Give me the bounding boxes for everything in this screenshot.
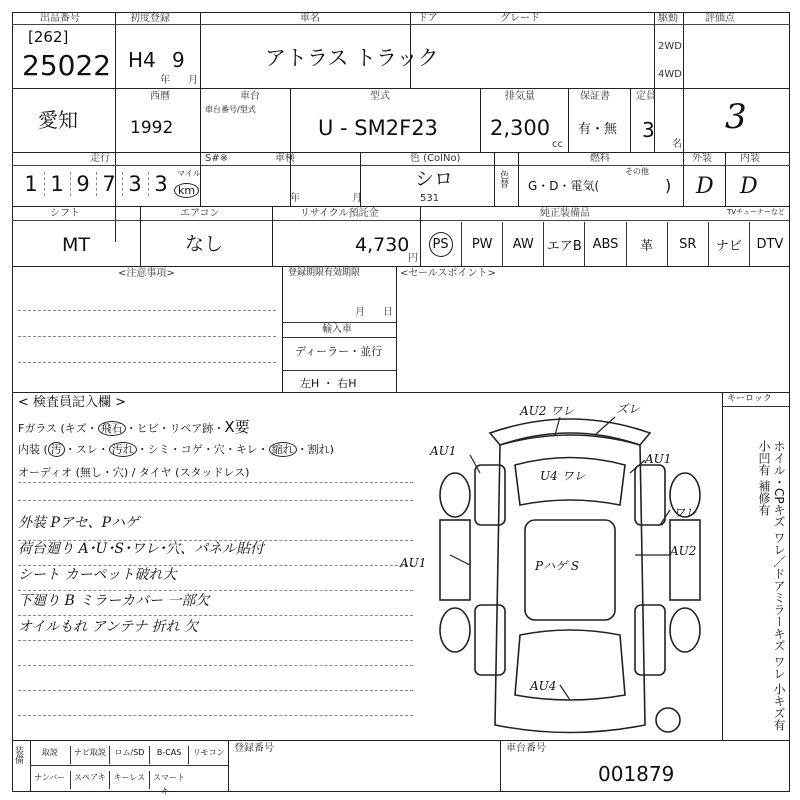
inspection-month-mark: 月 — [352, 193, 362, 204]
dealer-option: ディーラー・並行 — [295, 345, 383, 358]
mileage-digit: 1 — [18, 172, 45, 196]
deadline-month: 月 — [355, 307, 365, 318]
first-reg-label: 初度登録 — [130, 13, 170, 24]
ac-label: エアコン — [180, 208, 220, 219]
reg-year-mark: 年 — [160, 75, 170, 86]
fuel-label: 燃料 — [590, 153, 610, 164]
sales-label: <セールスポイント> — [400, 268, 496, 279]
car-number-label: 車台番号 — [506, 743, 546, 754]
diagram-label-4: U4 ワレ — [540, 469, 586, 483]
footer-item: B-CAS — [149, 746, 189, 764]
interior-line: 内装 ( 汚 ・スレ・ 汚れ ・シミ・コゲ・穴・キレ・ 縮れ ・割れ) — [18, 443, 334, 456]
equipment-label: ABS — [592, 236, 619, 252]
interior-circled-2: 汚れ — [109, 442, 137, 457]
warranty: 有・無 — [578, 122, 618, 137]
equipment-item — [461, 222, 502, 266]
interior-label: 内装 — [740, 153, 760, 164]
footer-item: ナビ取説 — [70, 746, 110, 764]
handwritten-note: 荷台廻り A･U･S･ワレ･穴、パネル貼付 — [18, 541, 264, 557]
diagram-label-3: AU1 — [430, 444, 457, 458]
footer-item: 取説 — [41, 748, 58, 757]
frame-sub: 車台番号/型式 — [205, 105, 256, 114]
mileage-label: 走行 — [90, 153, 110, 164]
color: シロ — [415, 168, 454, 190]
color-label: 色 (ColNo) — [410, 153, 461, 164]
handwritten-note: 下廻り B ミラーカバー 一部欠 — [18, 593, 210, 609]
lot-number: 25022 — [22, 49, 112, 82]
sidebar-vertical-text: ホイル・CPキズ ワレ／ドアミラーキズ ワレ 小キズ有 小凹有 補修有 — [757, 440, 786, 732]
displacement-label: 排気量 — [505, 91, 535, 102]
footer-item: キーレス — [109, 771, 149, 789]
equipment-label: ナビ — [715, 238, 742, 254]
warranty-label: 保証書 — [580, 91, 610, 102]
inspection-year-mark: 年 — [290, 193, 300, 204]
fuel-other: その他 — [625, 167, 649, 176]
car-number: 001879 — [598, 762, 675, 786]
handwritten-note: オイルもれ アンテナ 折れ 欠 — [18, 619, 199, 635]
equipment-item — [584, 222, 625, 266]
mileage-digit: 3 — [122, 172, 149, 196]
drive-label: 駆動 — [658, 13, 678, 24]
diagram-label-2: ズレ — [616, 402, 641, 416]
lot-label: 出品番号 — [40, 13, 80, 24]
equipment-label: DTV — [756, 236, 784, 252]
equipment-label: エアB — [546, 238, 582, 254]
score-label: 評価点 — [705, 13, 735, 24]
equip-label: 純正装備品 — [540, 208, 590, 219]
vehicle-damage-diagram — [400, 395, 720, 740]
score-value: 3 — [725, 97, 747, 137]
frame-label: 車台 — [240, 91, 260, 102]
footer-equipment-row-2 — [30, 767, 228, 796]
handwritten-notes — [18, 512, 418, 652]
capacity: 3 — [642, 118, 655, 142]
color-change: 色替 — [500, 171, 510, 190]
carname-label: 車名 — [300, 13, 320, 24]
deadline-day: 日 — [383, 307, 393, 318]
diagram-label-7: AU1 — [400, 556, 427, 570]
fuel-close: ) — [665, 176, 672, 195]
shift-label: シフト — [50, 208, 80, 219]
diagram-label-10: AU4 — [530, 679, 557, 693]
color-no: 531 — [420, 193, 440, 204]
equipment-label: SR — [679, 236, 697, 252]
unit-km: km — [174, 183, 199, 198]
equipment-item — [749, 222, 790, 266]
door-label: ドア — [418, 13, 438, 24]
recycle-fee: 4,730 — [355, 234, 410, 256]
grade-label: グレード — [500, 13, 540, 24]
yen-unit: 円 — [408, 253, 418, 264]
seat-label: S#※ — [205, 153, 229, 164]
reg-number-label: 登録番号 — [234, 743, 274, 754]
diagram-label-6: ワレ — [673, 506, 698, 520]
year-label: 西暦 — [150, 91, 170, 102]
interior-circled-3: 縮れ — [269, 442, 297, 457]
footer-item: リモコン — [188, 746, 228, 764]
reg-deadline-label: 登録期限有効期限 — [288, 268, 361, 278]
diagram-label-1: AU2 ワレ — [520, 404, 575, 418]
displacement: 2,300 — [490, 116, 551, 140]
keylock-label: キーロック — [727, 394, 772, 404]
equipment-item — [543, 222, 584, 266]
exterior-grade: D — [696, 174, 714, 199]
mileage-digit: 9 — [70, 172, 97, 196]
inspector-title: < 検査員記入欄 > — [18, 395, 127, 410]
car-name: アトラス トラック — [265, 46, 439, 70]
recycle-label: リサイクル預託金 — [300, 208, 379, 219]
handle-option: 左H ・ 右H — [300, 377, 357, 390]
equipment-item — [667, 222, 708, 266]
inspection-label: 車検 — [275, 153, 295, 164]
drive-2wd: 2WD — [658, 41, 682, 52]
mileage-readout — [18, 172, 178, 198]
cc-unit: cc — [552, 139, 563, 150]
prefecture: 愛知 — [38, 108, 78, 132]
ac: なし — [185, 233, 224, 255]
equipment-item — [502, 222, 543, 266]
mileage-digit: 1 — [44, 172, 71, 196]
audio-tire-line: オーディオ (無し・穴) / タイヤ (スタッドレス) — [18, 466, 250, 479]
interior-circled-1: 汚 — [48, 442, 65, 457]
reg-month-mark: 月 — [188, 75, 198, 86]
model-code: U - SM2F23 — [318, 116, 438, 140]
diagram-label-5: AU1 — [645, 452, 672, 466]
equipment-item — [708, 222, 749, 266]
footer-side-label: 装備 — [15, 747, 25, 766]
fglass-replace-mark: X要 — [224, 418, 250, 436]
footer-item: スマートキー — [149, 771, 189, 789]
tv-label: TVチューナーなど — [727, 208, 785, 216]
footer-equipment-row-1 — [30, 742, 228, 764]
shift: MT — [62, 234, 90, 256]
equipment-label: 革 — [640, 238, 654, 254]
model-year: 1992 — [130, 118, 174, 138]
fglass-line: Fガラス (キズ・ 飛石 ・ヒビ・リペア跡・X要 — [18, 418, 250, 436]
fglass-chip-circled: 飛石 — [98, 421, 126, 436]
capacity-label: 定員 — [636, 91, 656, 102]
caution-label: <注意事項> — [118, 268, 175, 279]
equipment-item — [420, 222, 461, 266]
diagram-label-9: AU2 — [670, 544, 697, 558]
fuel: G・D・電気( — [528, 179, 600, 193]
lot-code: [262] — [28, 28, 69, 46]
equipment-label: PW — [471, 236, 493, 252]
equipment-item — [626, 222, 667, 266]
first-reg-month: 9 — [172, 48, 185, 72]
model-label: 型式 — [370, 91, 390, 102]
drive-4wd: 4WD — [658, 69, 682, 80]
handwritten-note: シート カーペット破れ大 — [18, 567, 177, 583]
person-unit: 名 — [672, 139, 682, 150]
first-reg-era: H4 — [128, 48, 156, 72]
footer-item: スペアキー — [70, 771, 110, 789]
interior-grade: D — [740, 174, 758, 199]
diagram-label-8: Pハゲ S — [535, 559, 580, 573]
equipment-label: AW — [512, 236, 534, 252]
footer-item: ナンバー — [34, 773, 66, 782]
mileage-digit: 7 — [96, 172, 123, 196]
handwritten-note: 外装 Pアセ、Pハゲ — [18, 515, 140, 531]
equipment-row — [420, 222, 790, 266]
unit-mile: マイル — [177, 169, 201, 178]
exterior-label: 外装 — [692, 153, 712, 164]
footer-item: ロム/SD — [109, 746, 149, 764]
import-label: 輸入車 — [322, 324, 352, 335]
equipment-label: PS — [429, 232, 453, 257]
mileage-digit: 3 — [154, 172, 168, 196]
